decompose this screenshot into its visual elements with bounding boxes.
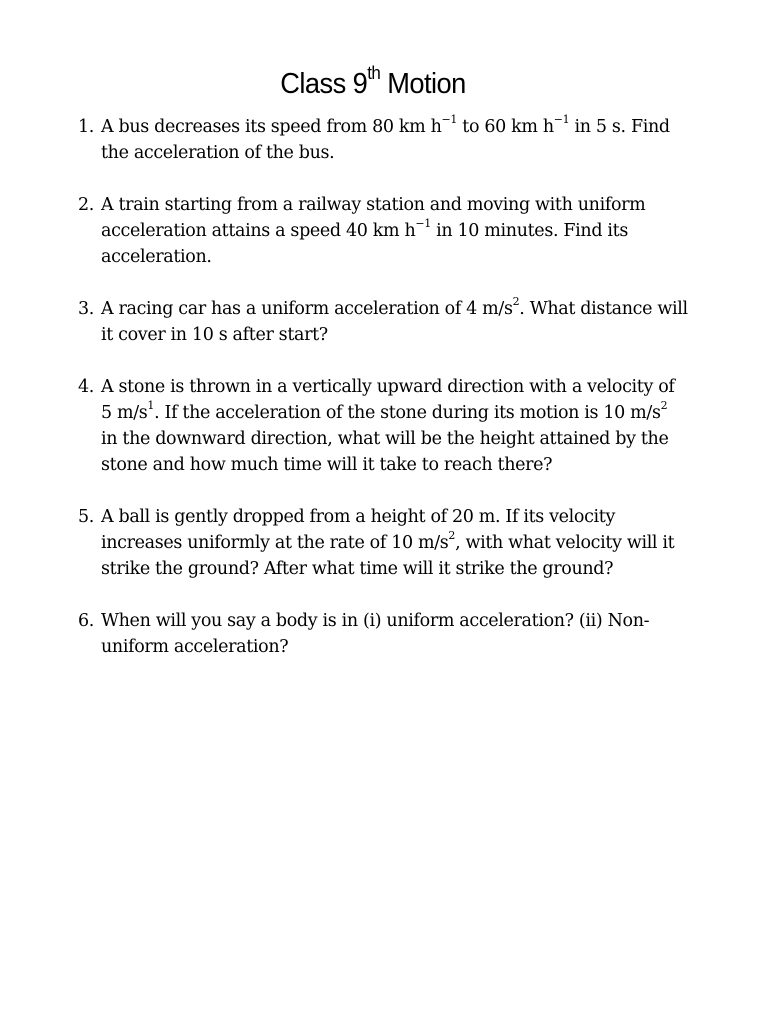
text-run: A stone is thrown in a vertically upward direction with a velocity of [101,377,675,397]
text-run: A train starting from a railway station and moving with uniform [101,195,646,215]
superscript: −1 [415,217,431,231]
question-item [0,374,768,478]
text-run: to 60 km h [457,117,554,137]
question-text [101,608,708,660]
text-run: uniform acceleration? [101,637,289,657]
text-run: in 5 s. Find [569,117,670,137]
question-item [0,114,768,166]
question-line [101,244,708,270]
question-line [101,218,708,244]
text-run: it cover in 10 s after start? [101,325,328,345]
text-run: increases uniformly at the rate of 10 m/s [101,533,449,553]
question-number: 1. [78,117,94,137]
question-line [101,426,708,452]
question-item [0,192,768,270]
question-line [101,374,708,400]
text-run: in the downward direction, what will be the height attained by the [101,429,669,449]
text-run: 5 m/s [101,403,148,423]
text-run: , with what velocity will it [455,533,675,553]
text-run: in 10 minutes. Find its [430,221,628,241]
question-line [101,192,708,218]
question-number: 6. [78,611,94,631]
superscript: 2 [660,399,668,413]
text-run: strike the ground? After what time will it strike the ground? [101,559,614,579]
question-item [0,608,768,660]
question-item [0,504,768,582]
text-run: . What distance will [519,299,688,319]
page-title [22,64,723,104]
title-superscript: th [367,63,381,84]
question-line [101,114,708,140]
superscript: −1 [553,113,570,127]
superscript: 2 [512,295,520,309]
question-line [101,608,708,634]
question-list [0,114,768,686]
question-number: 5. [78,507,94,527]
question-number: 3. [78,299,94,319]
question-line [101,530,708,556]
text-run: acceleration. [101,247,212,267]
question-line [101,296,708,322]
question-line [101,322,708,348]
question-line [101,634,708,660]
question-number: 4. [78,377,94,397]
title-text-suffix: Motion [380,68,466,100]
question-number: 2. [78,195,94,215]
question-text [101,296,708,348]
question-text [101,504,708,582]
text-run: the acceleration of the bus. [101,143,335,163]
text-run: A racing car has a uniform acceleration of 4 m/s [101,299,513,319]
question-item [0,296,768,348]
question-line [101,140,708,166]
question-line [101,556,708,582]
question-text [101,374,708,478]
title-text: Class 9 [280,68,368,100]
text-run: acceleration attains a speed 40 km h [101,221,416,241]
text-run: When will you say a body is in (i) uniform acceleration? (ii) Non- [101,611,650,631]
question-line [101,504,708,530]
text-run: stone and how much time will it take to reach there? [101,455,553,475]
question-text [101,114,708,166]
text-run: A ball is gently dropped from a height of 20 m. If its velocity [101,507,615,527]
text-run: . If the acceleration of the stone during its motion is 10 m/s [154,403,661,423]
superscript: −1 [441,113,458,127]
superscript: 2 [448,529,456,543]
question-text [101,192,708,270]
superscript: 1 [147,399,155,413]
text-run: A bus decreases its speed from 80 km h [101,117,442,137]
question-line [101,400,708,426]
question-line [101,452,708,478]
